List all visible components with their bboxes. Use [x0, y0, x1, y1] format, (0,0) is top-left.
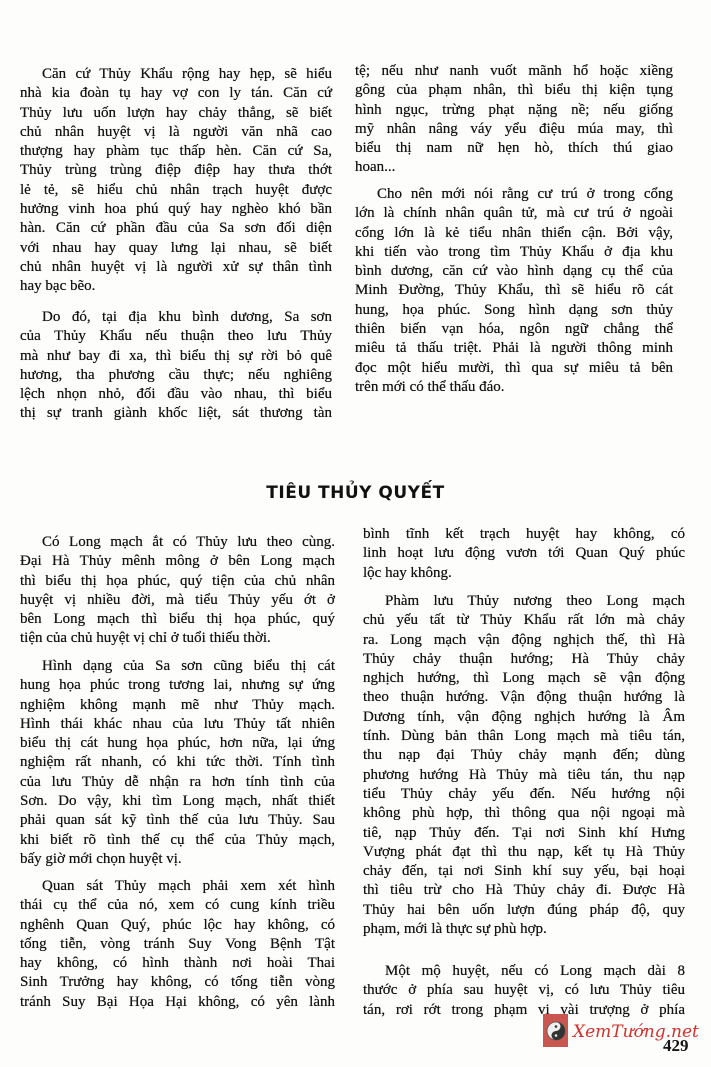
paragraph [363, 592, 685, 939]
text-line: bình dương, căn cứ vào hình dạng cụ thể của [355, 263, 673, 280]
text-line: nghiệm không mạnh mẽ như Thủy mạch. [20, 696, 335, 713]
text-line: lớn là chính nhân quân tử, mà cư trú ở ngoài [355, 205, 673, 222]
text-line: hoan... [355, 159, 396, 176]
text-line: chủ yếu tất từ Thủy Khẩu rất lớn mà chảy [363, 612, 685, 629]
text-line: Hình thái khác nhau của lưu Thủy tất nhiên [20, 715, 335, 732]
text-line: thước ở phía sau huyệt vị, có lưu Thủy tiêu [363, 982, 685, 999]
text-line: nhà kia đoàn tụ hay vợ con ly tán. Căn cứ [20, 85, 332, 102]
page-number: 429 [663, 1036, 689, 1055]
text-line: tống tiễn, vòng tránh Suy Vong Bệnh Tật [20, 935, 335, 952]
paragraph [20, 877, 335, 1012]
text-line: lẻ tẻ, sẽ hiểu chủ nhân trạch huyệt được [20, 181, 332, 198]
text-line: bình tĩnh kết trạch huyệt hay không, có [363, 526, 685, 542]
text-line: cổng lớn là kẻ tiểu nhân thiển cận. Bởi vậy, [355, 224, 673, 241]
text-line: mà như bay đi xa, thì biểu thị sự rời bỏ quê [20, 347, 332, 364]
text-line: thu nạp đại Thủy chảy mạnh đến; dùng [363, 747, 685, 764]
text-line: đọc một hiểu mười, thì qua sự miêu tả bên [355, 359, 673, 376]
text-line: của lưu Thủy dễ nhận ra hơn tính tình của [20, 773, 335, 790]
text-line: bấy giờ mới chọn huyệt vị. [20, 850, 182, 867]
text-line: hương, tha phương cầu thực; nếu nghiêng [20, 366, 332, 383]
text-line: thiên biến vạn hóa, ngôn ngữ chẳng thể [355, 321, 673, 338]
text-line: hay không, có hình thành nơi hoài Thai [20, 955, 335, 972]
paragraph [20, 533, 335, 649]
text-line: mỹ nhân nâng váy yểu điệu múa may, thì [355, 120, 673, 137]
text-line: Sơn. Do vậy, khi tìm Long mạch, nhất thiết [20, 793, 335, 810]
text-line: Một mộ huyệt, nếu có Long mạch dài 8 [385, 963, 685, 979]
text-line: Hình dạng của Sa sơn cũng biểu thị cát [42, 658, 335, 674]
text-line: Minh Đường, Thủy Khẩu, thì sẽ hiểu rõ cát [355, 282, 673, 299]
text-line: thượng hay phàm tục thấp hèn. Căn cứ Sa, [20, 143, 332, 160]
text-line: miêu tả thấu triệt. Phải là người thông minh [355, 340, 673, 357]
text-line: Thủy trùng trùng điệp điệp hay thưa thớt [20, 162, 332, 179]
text-line: tiê, nạp Thủy đến. Tại nơi Sinh khí Hưng [363, 824, 685, 841]
text-line: tán, rơi rớt trong phạm vi vài trượng ở phía [363, 1001, 685, 1018]
text-line: thì biểu thị họa phúc, quý tiện của chủ nhân [20, 572, 335, 589]
text-line: theo thuận hướng. Vận động thuận hướng là [363, 689, 685, 706]
text-line: Căn cứ Thủy Khẩu rộng hay hẹp, sẽ hiểu [42, 66, 332, 82]
text-line: tiện của chủ huyệt vị chỉ ở tuổi thiếu thời. [20, 630, 271, 647]
text-line: Cho nên mới nói rằng cư trú ở trong cổng [377, 186, 673, 202]
text-line: hay bạc bẽo. [20, 278, 96, 295]
text-line: không phù hợp, thì thông qua nội ngoại mà [363, 805, 685, 822]
text-line: Thủy chảy thuận hướng; Hà Thủy chảy [363, 650, 685, 667]
text-line: nghiệm rất nhanh, có khi tức thời. Tính tình [20, 754, 335, 771]
text-line: nghênh Quan Quý, phúc lộc hay không, có [20, 916, 335, 933]
text-line: hung, họa phúc. Song hình dạng sơn thủy [355, 301, 673, 318]
text-line: Vượng phát đạt thì thu nạp, kết tụ Hà Thủy [363, 843, 685, 860]
text-line: lệch nhọn nhỏ, đối đầu vào nhau, thì biểu [20, 386, 332, 403]
text-line: chủ nhân huyệt vị là người xử sự thân tình [20, 258, 332, 275]
text-line: hung họa phúc trong tương lai, nhưng sự ứng [20, 677, 335, 694]
text-line: phải quan sát kỹ tình thế của lưu Thủy. Sau [20, 812, 335, 829]
text-line: trên mới có thể thấu đáo. [355, 378, 505, 395]
paragraph [355, 62, 673, 178]
section-heading: TIÊU THỦY QUYẾT [266, 483, 445, 503]
paragraph [20, 65, 332, 297]
text-line: nghịch hướng, thì Long mạch sẽ vận động [363, 670, 685, 687]
text-line: thì tiêu trừ cho Hà Thủy chảy đi. Được Hà [363, 882, 685, 899]
text-line: Thủy lưu uốn lượn hay chảy thẳng, sẽ biết [20, 104, 332, 121]
text-line: linh hoạt lưu động vươn tới Quan Quý phúc [363, 545, 685, 562]
text-line: của Thủy Khẩu nếu thuận theo lưu Thủy [20, 328, 332, 345]
text-line: Có Long mạch ắt có Thủy lưu theo cùng. [42, 534, 335, 550]
paragraph [20, 657, 335, 869]
text-line: hưởng vinh hoa phú quý hay nghèo khó bần [20, 201, 332, 218]
text-line: biểu thị nam nữ hẹn hò, thích thú giao [355, 140, 673, 157]
text-line: tệ; nếu như nanh vuốt mãnh hổ hoặc xiềng [355, 63, 673, 79]
text-line: tránh Suy Bại Họa Hại không, có yên lành [20, 993, 335, 1010]
text-line: hàn. Căn cứ phần đầu của Sa sơn đối diện [20, 220, 332, 237]
text-line: phạm, mới là thực sự phù hợp. [363, 921, 547, 938]
text-line: huyệt vị nhiều đời, mà tiểu Thủy yếu ớt ở [20, 591, 335, 608]
watermark-text: XemTướng.net [573, 1021, 699, 1042]
text-line: lộc hay không. [363, 564, 452, 581]
text-line: chảy đến, tại nơi Sinh khí suy yếu, bại hoại [363, 863, 685, 880]
text-line: khi biết rõ tình thế cụ thể của Thủy mạch, [20, 831, 335, 848]
text-line: thái cụ thể của nó, xem có cung kính triều [20, 897, 335, 914]
paragraph [20, 308, 332, 424]
paragraph [363, 525, 685, 583]
text-line: thị sự tranh giành khốc liệt, sát thương tàn [20, 405, 332, 422]
paragraph [355, 185, 673, 397]
text-line: Quan sát Thủy mạch phải xem xét hình [42, 878, 335, 894]
text-line: Dương tính, vận động nghịch hướng là Âm [363, 708, 685, 725]
text-line: Đại Hà Thủy mênh mông ở bên Long mạch [20, 553, 335, 570]
text-line: Phàm lưu Thủy nương theo Long mạch [385, 593, 685, 609]
text-line: chủ nhân huyệt vị là người văn nhã cao [20, 123, 332, 140]
text-line: Thủy hai bên uốn lượn đúng pháp độ, quy [363, 901, 685, 918]
text-line: Sinh Trưởng hay không, có tống tiễn vòng [20, 974, 335, 991]
text-line: với nhau hay quay lưng lại nhau, sẽ biết [20, 239, 332, 256]
text-line: biểu thị cát hung họa phúc, hơn nữa, lại ứng [20, 735, 335, 752]
text-line: bên Long mạch thì biểu thị họa phúc, quý [20, 611, 335, 628]
text-line: Do đó, tại địa khu bình dương, Sa sơn [42, 309, 332, 325]
text-line: hình ngục, trừng phạt nặng nề; nếu giống [355, 101, 673, 118]
text-line: ra. Long mạch vận động nghịch thế, thì Hà [363, 631, 685, 648]
text-line: khi tiến vào trong tìm Thủy Khẩu ở địa khu [355, 243, 673, 260]
paragraph [363, 962, 685, 1020]
text-line: tính. Dùng bản thân Long mạch mà tiêu tán, [363, 728, 685, 745]
text-line: gông của phạm nhân, thì biểu thị kiện tụng [355, 82, 673, 99]
text-line: tiểu Thủy chảy yếu đến. Nếu hướng nội [363, 785, 685, 802]
text-line: phương hướng Hà Thủy mà tiêu tán, thu nạp [363, 766, 685, 783]
